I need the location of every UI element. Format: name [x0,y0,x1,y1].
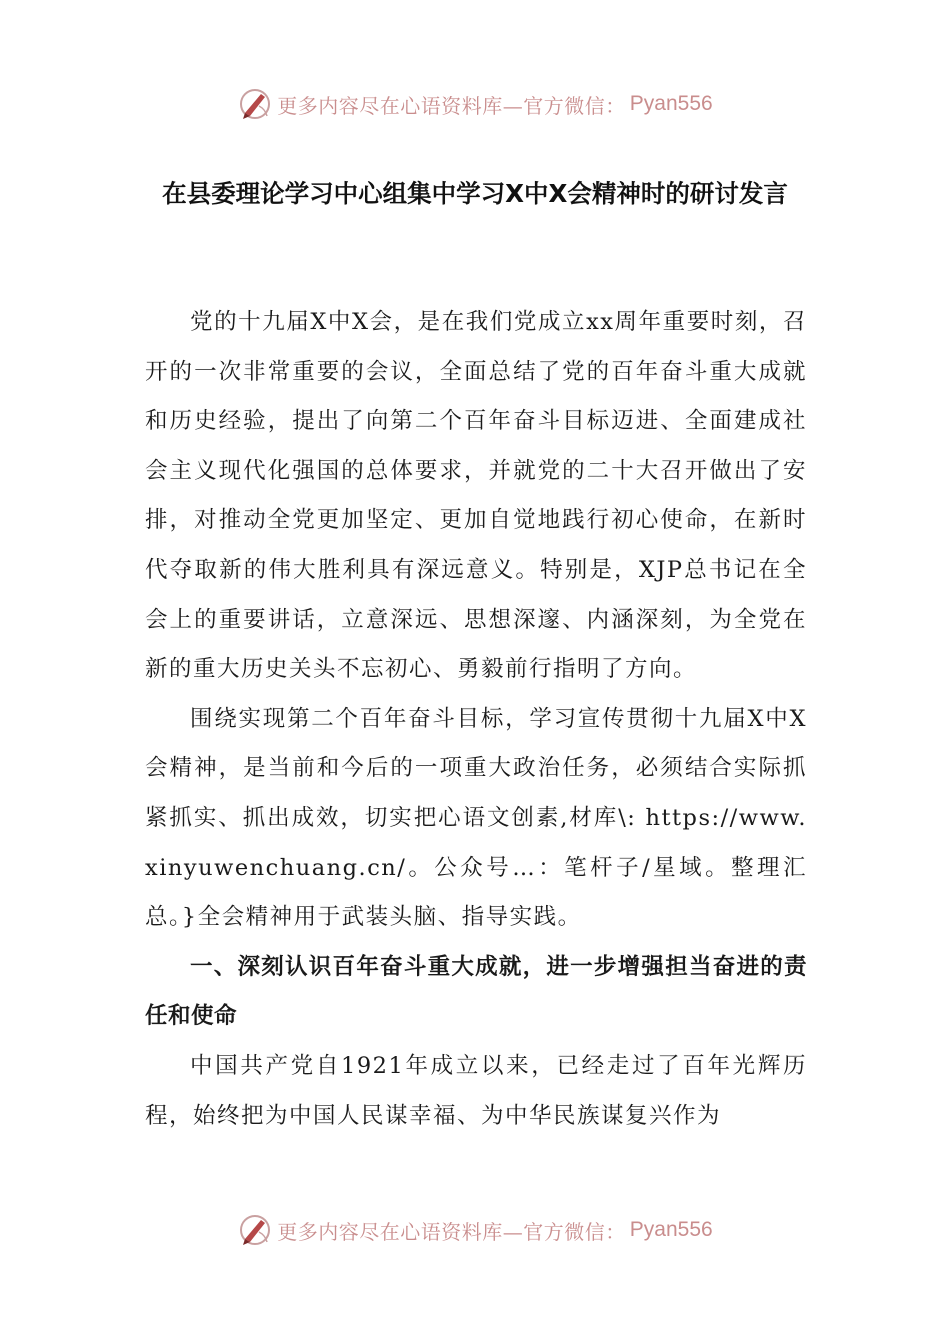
paragraph-2: 围绕实现第二个百年奋斗目标，学习宣传贯彻十九届X中X会精神，是当前和今后的一项重大政治任务，必须结合实际抓紧抓实、抓出成效，切实把心语文创素,材库\: https://www.xinyuwenchuang.cn/。公众号…：笔杆子/星域。整理汇总。}全会精神用于武装头脑、指导实践。 [145,705,807,931]
paragraph-3: 中国共产党自1921年成立以来，已经走过了百年光辉历程，始终把为中国人民谋幸福、为中华民族谋复兴作为 [145,1052,807,1129]
document-body [145,298,807,1141]
watermark-wechat-id: Pyan556 [629,92,713,115]
watermark-footer [0,1210,950,1250]
section-heading-1: 一、深刻认识百年奋斗重大成就，进一步增强担当奋进的责任和使命 [145,953,807,1030]
document-title: 在县委理论学习中心组集中学习X中X会精神时的研讨发言 [162,179,788,208]
watermark-text: 更多内容尽在心语资料库—官方微信： [277,1219,626,1244]
watermark-text: 更多内容尽在心语资料库—官方微信： [277,93,626,118]
paragraph-1: 党的十九届X中X会，是在我们党成立xx周年重要时刻，召开的一次非常重要的会议，全面总结了党的百年奋斗重大成就和历史经验，提出了向第二个百年奋斗目标迈进、全面建成社会主义现代化强国的总体要求，并就党的二十大召开做出了安排，对推动全党更加坚定、更加自觉地践行初心使命，在新时代夺取新的伟大胜利具有深远意义。特别是，XJP总书记在全会上的重要讲话，立意深远、思想深邃、内涵深刻，为全党在新的重大历史关头不忘初心、勇毅前行指明了方向。 [145,309,807,683]
pen-circle-logo-icon [237,86,273,122]
watermark-header [0,84,950,124]
pen-circle-logo-icon [237,1212,273,1248]
watermark-wechat-id: Pyan556 [629,1218,713,1241]
